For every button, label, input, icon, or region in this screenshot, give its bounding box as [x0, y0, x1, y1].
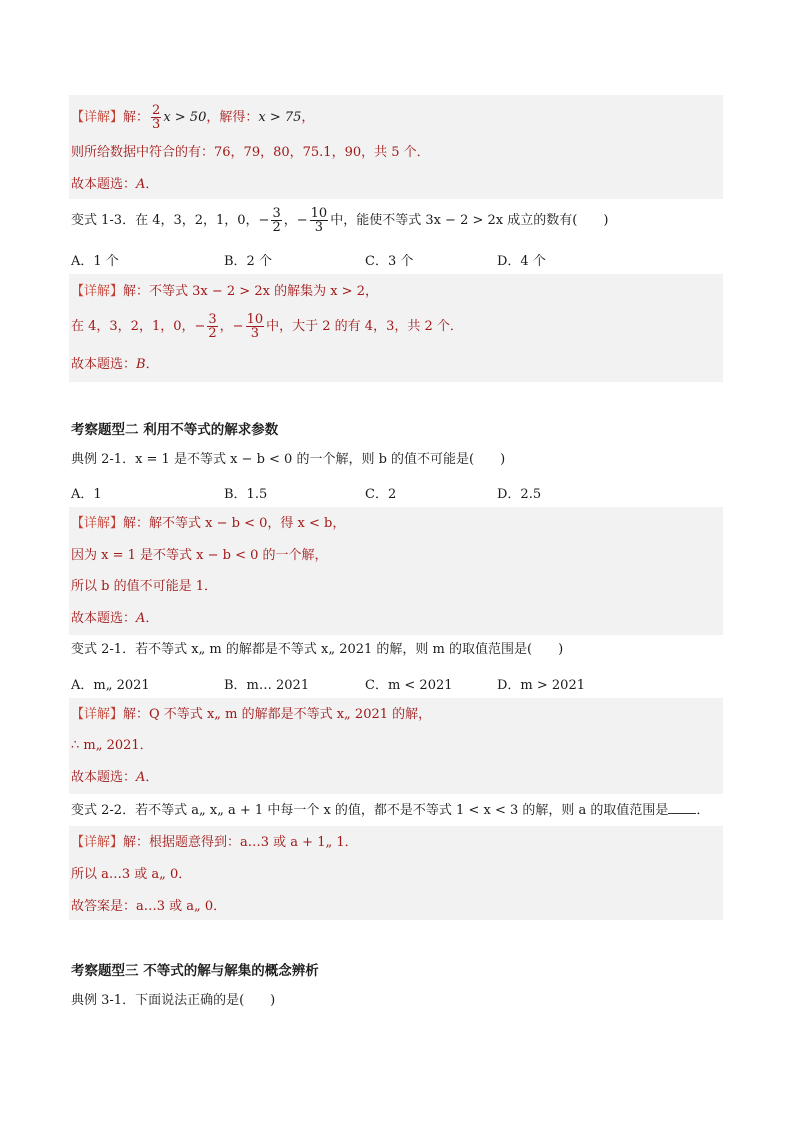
text: ．: [696, 803, 710, 818]
fraction-num: 2: [152, 103, 161, 118]
text: 故本题选：: [71, 770, 137, 785]
fraction: [310, 207, 329, 234]
text: 故本题选：: [71, 177, 137, 192]
question-stem: 变式 2-1．若不等式 x„ m 的解都是不等式 x„ 2021 的解，则 m 的取值范围是( ): [71, 642, 564, 657]
detail-line: 则所给数据中符合的有：76，79，80，75.1，90，共 5 个．: [71, 145, 430, 160]
fraction: [271, 207, 281, 234]
text: ．: [145, 177, 159, 192]
option-b: B．m… 2021: [224, 678, 310, 693]
detail-tag: 【详解】: [71, 110, 124, 125]
question-stem: [71, 207, 608, 234]
text: ．: [145, 357, 159, 372]
option-d: D．4 个: [497, 254, 546, 269]
text: ．: [145, 770, 159, 785]
text: ，: [301, 110, 315, 125]
text: 中，大于 2 的有 4，3，共 2 个．: [266, 319, 463, 334]
option-b: B．1.5: [224, 487, 268, 502]
detail-line: [71, 834, 358, 852]
detail-line: 所以 b 的值不可能是 1．: [71, 579, 217, 594]
text: 解：不等式 3x − 2 > 2x 的解集为 x > 2，: [123, 284, 378, 299]
text: 解：根据题意得到：a…3 或 a + 1„ 1．: [123, 835, 358, 850]
option-d: D．m > 2021: [497, 678, 585, 693]
text: 变式 1-3．在 4，3，2，1，0，−: [71, 213, 270, 228]
text: ．: [145, 611, 159, 626]
option-a: A．m„ 2021: [71, 678, 150, 693]
section-heading: 考察题型二 利用不等式的解求参数: [71, 422, 279, 438]
answer-letter: A: [136, 177, 146, 192]
answer-line: [71, 356, 159, 374]
text: 变式 2-2．若不等式 a„ x„ a + 1 中每一个 x 的值，都不是不等式 1 < x < 3 的解，则 a 的取值范围是: [71, 803, 669, 818]
fraction: [207, 313, 217, 340]
math: x > 50: [163, 110, 207, 125]
text: 解：解不等式 x − b < 0，得 x < b，: [123, 516, 346, 531]
answer-blank: [668, 801, 696, 814]
fraction: [151, 104, 161, 131]
detail-tag: 【详解】: [71, 835, 124, 850]
fraction-num: 10: [246, 312, 264, 327]
fraction-den: 2: [272, 220, 281, 235]
text: ，−: [283, 213, 308, 228]
text: 中，能使不等式 3x − 2 > 2x 成立的数有( ): [330, 213, 609, 228]
answer-letter: A: [136, 611, 146, 626]
text: 故本题选：: [71, 357, 137, 372]
detail-line: [71, 313, 463, 340]
answer-line: [71, 610, 158, 628]
text: ，解得：: [206, 110, 259, 125]
answer-line: 故答案是：a…3 或 a„ 0．: [71, 899, 227, 914]
detail-tag: 【详解】: [71, 707, 124, 722]
answer-letter: B: [136, 357, 146, 372]
text: 解：Q 不等式 x„ m 的解都是不等式 x„ 2021 的解，: [123, 707, 432, 722]
answer-line: [71, 769, 158, 787]
fraction-num: 3: [208, 312, 217, 327]
fraction-den: 3: [314, 220, 324, 235]
answer-line: [71, 176, 158, 194]
question-stem: [71, 801, 709, 820]
text: 解：: [123, 110, 150, 125]
option-a: A．1: [71, 487, 102, 502]
detail-line: [71, 104, 314, 131]
option-b: B．2 个: [224, 254, 272, 269]
answer-letter: A: [136, 770, 146, 785]
option-d: D．2.5: [497, 487, 542, 502]
fraction-num: 3: [272, 206, 281, 221]
text: ，−: [219, 319, 244, 334]
option-c: C．2: [365, 487, 397, 502]
question-stem: 典例 3-1．下面说法正确的是( ): [71, 993, 276, 1008]
option-a: A．1 个: [71, 254, 119, 269]
fraction: [246, 313, 265, 340]
fraction-num: 10: [310, 206, 328, 221]
detail-tag: 【详解】: [71, 516, 124, 531]
question-stem: 典例 2-1．x = 1 是不等式 x − b < 0 的一个解，则 b 的值不可能是( ): [71, 452, 506, 467]
fraction-den: 3: [152, 117, 161, 132]
fraction-den: 3: [250, 326, 259, 341]
math: x > 75: [258, 110, 302, 125]
detail-tag: 【详解】: [71, 284, 124, 299]
section-heading: 考察题型三 不等式的解与解集的概念辨析: [71, 963, 319, 979]
text: 故本题选：: [71, 611, 137, 626]
option-c: C．m < 2021: [365, 678, 453, 693]
detail-line: ∴ m„ 2021．: [71, 738, 153, 753]
text: 在 4，3，2，1，0，−: [71, 319, 206, 334]
detail-line: [71, 515, 345, 533]
fraction-den: 2: [208, 326, 217, 341]
detail-line: 所以 a…3 或 a„ 0．: [71, 867, 192, 882]
detail-line: [71, 706, 431, 724]
option-c: C．3 个: [365, 254, 414, 269]
detail-line: 因为 x = 1 是不等式 x − b < 0 的一个解，: [71, 548, 328, 563]
detail-line: [71, 283, 378, 301]
